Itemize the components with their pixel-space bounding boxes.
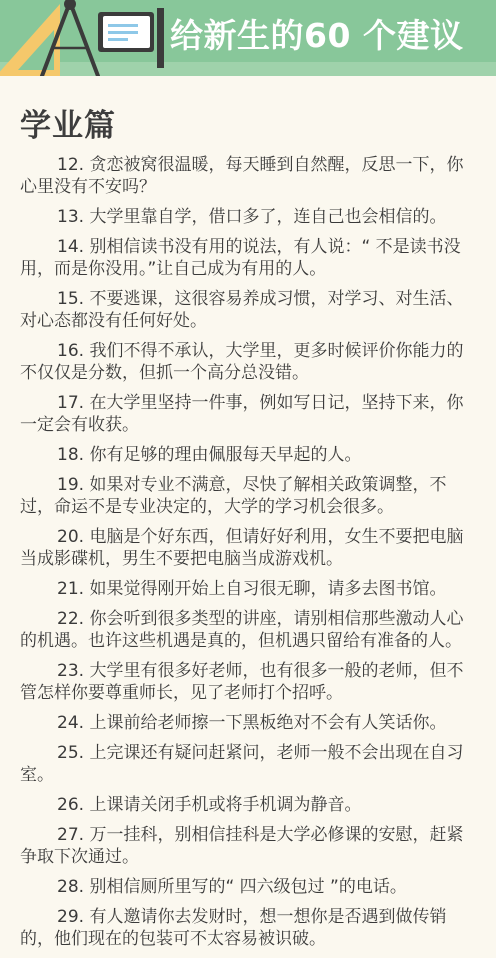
notebook-icon <box>98 12 154 52</box>
advice-item: 16. 我们不得不承认，大学里，更多时候评价你能力的不仅仅是分数，但抓一个高分总没错。 <box>20 341 464 383</box>
advice-item: 29. 有人邀请你去发财时，想一想你是否遇到做传销的，他们现在的包装可不太容易被识破。 <box>20 907 447 949</box>
banner-title: 给新生的60 个建议 <box>170 16 464 55</box>
stationery-illustration <box>0 0 168 76</box>
advice-item: 21. 如果觉得刚开始上自习很无聊，请多去图书馆。 <box>57 579 447 599</box>
advice-item: 13. 大学里靠自学，借口多了，连自己也会相信的。 <box>57 207 447 227</box>
advice-item: 20. 电脑是个好东西，但请好好利用，女生不要把电脑当成影碟机，男生不要把电脑当成游戏机。 <box>20 527 464 569</box>
advice-item: 12. 贪恋被窝很温暖，每天睡到自然醒，反思一下，你心里没有不安吗？ <box>20 155 464 197</box>
advice-item: 24. 上课前给老师擦一下黑板绝对不会有人笑话你。 <box>57 713 447 733</box>
advice-item: 15. 不要逃课，这很容易养成习惯，对学习、对生活、对心态都没有任何好处。 <box>20 289 464 331</box>
advice-item: 18. 你有足够的理由佩服每天早起的人。 <box>57 445 362 465</box>
header-banner <box>0 0 496 76</box>
advice-item: 28. 别相信厕所里写的“ 四六级包过 ”的电话。 <box>57 877 407 897</box>
advice-item: 25. 上完课还有疑问赶紧问，老师一般不会出现在自习室。 <box>20 743 464 785</box>
pencil-icon <box>157 8 164 68</box>
advice-list <box>20 154 478 958</box>
advice-item: 19. 如果对专业不满意，尽快了解相关政策调整，不过，命运不是专业决定的，大学的学习机会很多。 <box>20 475 447 517</box>
advice-item: 26. 上课请关闭手机或将手机调为静音。 <box>57 795 362 815</box>
advice-item: 17. 在大学里坚持一件事，例如写日记，坚持下来，你一定会有收获。 <box>20 393 464 435</box>
advice-item: 14. 别相信读书没有用的说法，有人说：“ 不是读书没用，而是你没用。”让自己成为有用的人。 <box>20 237 461 279</box>
advice-item: 22. 你会听到很多类型的讲座，请别相信那些激动人心的机遇。也许这些机遇是真的，但机遇只留给有准备的人。 <box>20 609 464 651</box>
advice-item: 27. 万一挂科，别相信挂科是大学必修课的安慰，赶紧争取下次通过。 <box>20 825 464 867</box>
section-title: 学业篇 <box>20 108 116 144</box>
advice-item: 23. 大学里有很多好老师，也有很多一般的老师，但不管怎样你要尊重师长，见了老师打个招呼。 <box>20 661 464 703</box>
